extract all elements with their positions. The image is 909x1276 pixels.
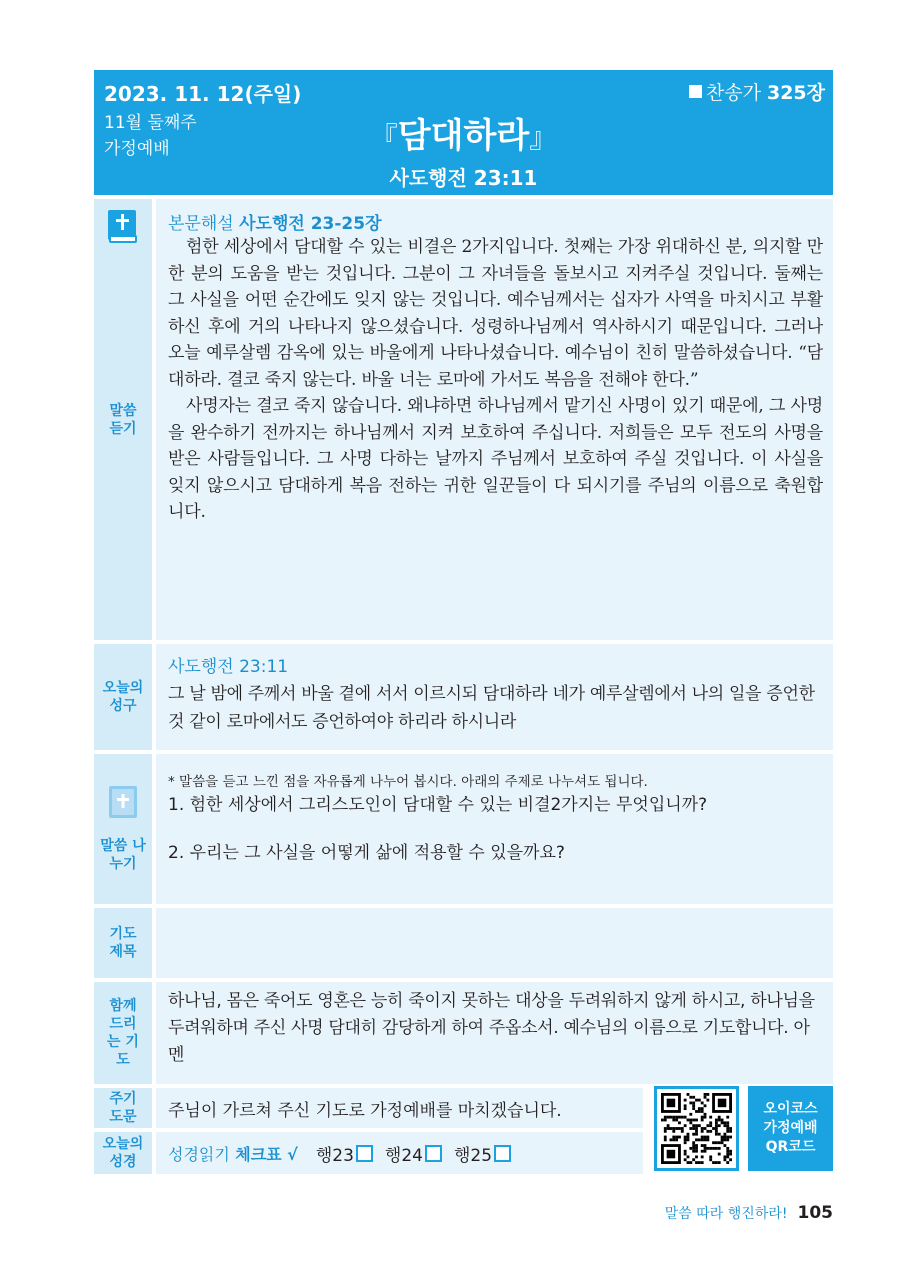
reading-label: 오늘의 성경 — [102, 1136, 144, 1170]
share-section — [94, 754, 833, 904]
sermon-label: 말씀 듣기 — [109, 402, 137, 437]
prayer-section — [94, 982, 833, 1084]
prayer-title-side — [94, 908, 152, 978]
lords-prayer-side — [94, 1088, 152, 1128]
reading-row — [94, 1132, 643, 1174]
question-1: 1. 험한 세상에서 그리스도인이 담대할 수 있는 비결2가지는 무엇입니까? — [168, 795, 708, 815]
prayer-title-body — [156, 908, 833, 978]
lords-prayer-label: 주기 도문 — [109, 1091, 137, 1125]
qr-label-line-1: 오이코스 — [763, 1101, 818, 1117]
week-line-2: 가정예배 — [104, 139, 170, 159]
bible-icon — [107, 209, 139, 243]
sermon-heading — [168, 209, 823, 234]
share-note: * 말씀을 듣고 느낀 점을 자유롭게 나누어 봅시다. 아래의 주제로 나누셔도 됩니다. — [168, 774, 648, 790]
header-banner — [94, 70, 833, 195]
sermon-title — [94, 108, 833, 157]
title-close-bracket: 』 — [529, 121, 558, 154]
prayer-title-label: 기도 제목 — [109, 926, 137, 960]
share-body — [156, 754, 833, 904]
qr-code[interactable] — [654, 1086, 739, 1171]
title-open-bracket: 『 — [369, 121, 398, 154]
prayer-side — [94, 982, 152, 1084]
week-line-1: 11월 둘째주 — [104, 113, 197, 133]
verse-section — [94, 644, 833, 750]
checkbox-3[interactable] — [494, 1145, 511, 1162]
book-icon — [108, 785, 138, 819]
hymn-info — [689, 78, 825, 105]
sermon-text — [168, 234, 823, 526]
lords-prayer-text: 주님이 가르쳐 주신 기도로 가정예배를 마치겠습니다. — [168, 1100, 562, 1121]
sermon-section — [94, 199, 833, 640]
verse-body — [156, 644, 833, 750]
verse-side — [94, 644, 152, 750]
worship-page — [94, 70, 833, 1180]
qr-label-line-3: QR코드 — [765, 1139, 816, 1155]
verse-label: 오늘의 성구 — [102, 680, 144, 714]
reading-item-1: 행23 — [315, 1145, 354, 1166]
prayer-text: 하나님, 몸은 죽어도 영혼은 능히 죽이지 못하는 대상을 두려워하지 않게 하시고, 하나님을 두려워하며 주신 사명 담대히 감당하게 하여 주옵소서. 예수님의 이름으로 기도합니다. 아멘 — [168, 991, 815, 1065]
verse-reference: 사도행전 23:11 — [168, 657, 289, 677]
sermon-paragraph-2: 사명자는 결코 죽지 않습니다. 왜냐하면 하나님께서 맡기신 사명이 있기 때문에, 그 사명을 완수하기 전까지는 하나님께서 지켜 보호하여 주십니다. 저희들은 모두 전도의 사명을 받은 사람들입니다. 그 사명 다하는 날까지 주님께서 보호하여 주실 것입니다. 이 사실을 잊지 않으시고 담대하게 복음 전하는 귀한 일꾼들이 다 되시기를 주님의 이름으로 축원합니다. — [168, 396, 823, 522]
verse-text: 그 날 밤에 주께서 바울 곁에 서서 이르시되 담대하라 네가 예루살렘에서 나의 일을 증언한 것 같이 로마에서도 증언하여야 하리라 하시니라 — [168, 684, 815, 732]
reading-prefix: 성경읽기 — [168, 1144, 230, 1164]
prayer-body — [156, 982, 833, 1084]
sermon-paragraph-1: 험한 세상에서 담대할 수 있는 비결은 2가지입니다. 첫째는 가장 위대하신 분, 의지할 만한 분의 도움을 받는 것입니다. 그분이 그 자녀들을 돌보시고 지켜주실 것입니다. 둘째는 그 사실을 어떤 순간에도 잊지 않는 것입니다. 예수님께서는 십자가 사역을 마치시고 부활하신 후에 거의 나타나지 않으셨습니다. 성령하나님께서 역사하시기 때문입니다. 그러나 오늘 예루살렘 감옥에 있는 바울에게 나타나셨습니다. 예수님이 친히 말씀하셨습니다. “담대하라. 결코 죽지 않는다. 바울 너는 로마에 가서도 복음을 전해야 한다.” — [168, 237, 823, 390]
sermon-heading-prefix: 본문해설 — [168, 214, 234, 234]
lords-prayer-body — [156, 1088, 643, 1128]
title-text: 담대하라 — [397, 116, 530, 156]
reading-body — [156, 1132, 643, 1174]
sermon-body — [156, 199, 833, 640]
qr-code-icon — [661, 1093, 732, 1164]
prayer-title-section — [94, 908, 833, 978]
share-side — [94, 754, 152, 904]
qr-label-line-2: 가정예배 — [763, 1120, 818, 1136]
reading-side — [94, 1132, 152, 1174]
page-number: 105 — [797, 1203, 833, 1223]
hymn-number: 325장 — [766, 82, 825, 104]
closing-area — [94, 1088, 833, 1180]
checkbox-2[interactable] — [425, 1145, 442, 1162]
hymn-prefix: 찬송가 — [705, 82, 761, 104]
footer — [665, 1203, 833, 1223]
prayer-label: 함께 드리는 기도 — [107, 998, 139, 1068]
sermon-heading-ref: 사도행전 23-25장 — [239, 214, 382, 234]
reading-item-3: 행25 — [453, 1145, 493, 1166]
sermon-side — [94, 199, 152, 640]
share-label: 말씀 나누기 — [100, 838, 146, 872]
qr-label — [748, 1086, 833, 1171]
date: 2023. 11. 12(주일) — [104, 82, 302, 106]
question-2: 2. 우리는 그 사실을 어떻게 삶에 적용할 수 있을까요? — [168, 843, 565, 863]
lords-prayer-row — [94, 1088, 643, 1128]
check-word: 체크표 √ — [235, 1144, 298, 1164]
title-reference: 사도행전 23:11 — [389, 166, 538, 190]
square-bullet-icon — [689, 85, 702, 98]
footer-motto: 말씀 따라 행진하라! — [664, 1206, 788, 1222]
reading-item-2: 행24 — [384, 1145, 423, 1166]
checkbox-1[interactable] — [356, 1145, 373, 1162]
